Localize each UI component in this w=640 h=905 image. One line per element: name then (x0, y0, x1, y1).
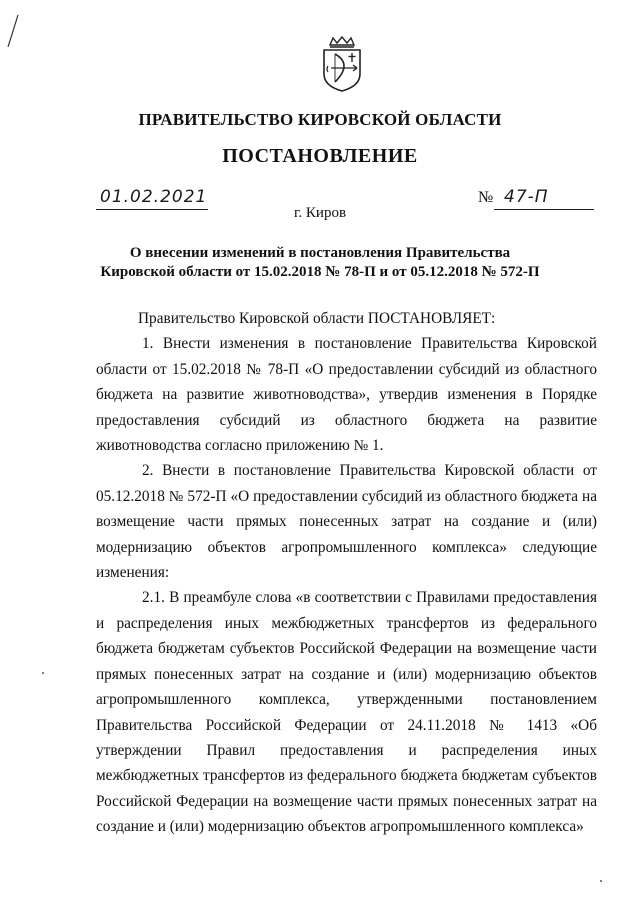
document-body (96, 306, 597, 840)
scan-speck (42, 672, 44, 674)
body-preamble: Правительство Кировской области ПОСТАНОВЛЯЕТ: (138, 310, 496, 327)
body-paragraph-2: 2. Внести в постановление Правительства Кировской области от 05.12.2018 № 572-П «О предоставлении субсидий из областного бюджета на возмещение части прямых понесенных затрат на создание и (или) модернизацию объектов агропромышленного комплекса» следующие изменения: (96, 462, 597, 582)
subject-line-2: Кировской области от 15.02.2018 № 78-П и от 05.12.2018 № 572-П (100, 264, 540, 280)
body-paragraph-1: 1. Внести изменения в постановление Правительства Кировской области от 15.02.2018 № 78-П «О предоставлении субсидий из областного бюджета на развитие животноводства», утвердив изменения в Порядке предоставления субсидий из областного бюджета на развитие животноводства согласно приложению № 1. (96, 335, 597, 455)
coat-of-arms-icon (319, 36, 365, 92)
number-label: № (478, 189, 494, 206)
document-type: ПОСТАНОВЛЕНИЕ (222, 145, 418, 167)
handwritten-date: 01.02.2021 (100, 187, 208, 207)
pen-stroke-mark (6, 14, 20, 48)
subject-line-1: О внесении изменений в постановления Правительства (129, 245, 511, 261)
city: г. Киров (293, 205, 347, 221)
government-title: ПРАВИТЕЛЬСТВО КИРОВСКОЙ ОБЛАСТИ (138, 110, 502, 129)
handwritten-number: 47-П (504, 187, 549, 207)
document-subject (60, 244, 580, 282)
scan-speck (600, 880, 602, 882)
body-paragraph-2-1: 2.1. В преамбуле слова «в соответствии с Правилами предоставления и распределения иных межбюджетных трансфертов из федерального бюджета бюджетам субъектов Российской Федерации на возмещение части прямых понесенных затрат на создание и (или) модернизацию объектов агропромышленного комплекса, утвержденными постановлением Правительства Российской Федерации от 24.11.2018 № 1413 «Об утверждении Правил предоставления и распределения иных межбюджетных трансфертов из федерального бюджета бюджетам субъектов Российской Федерации на возмещение части прямых понесенных затрат на создание и (или) модернизацию объектов агропромышленного комплекса» (96, 589, 597, 836)
